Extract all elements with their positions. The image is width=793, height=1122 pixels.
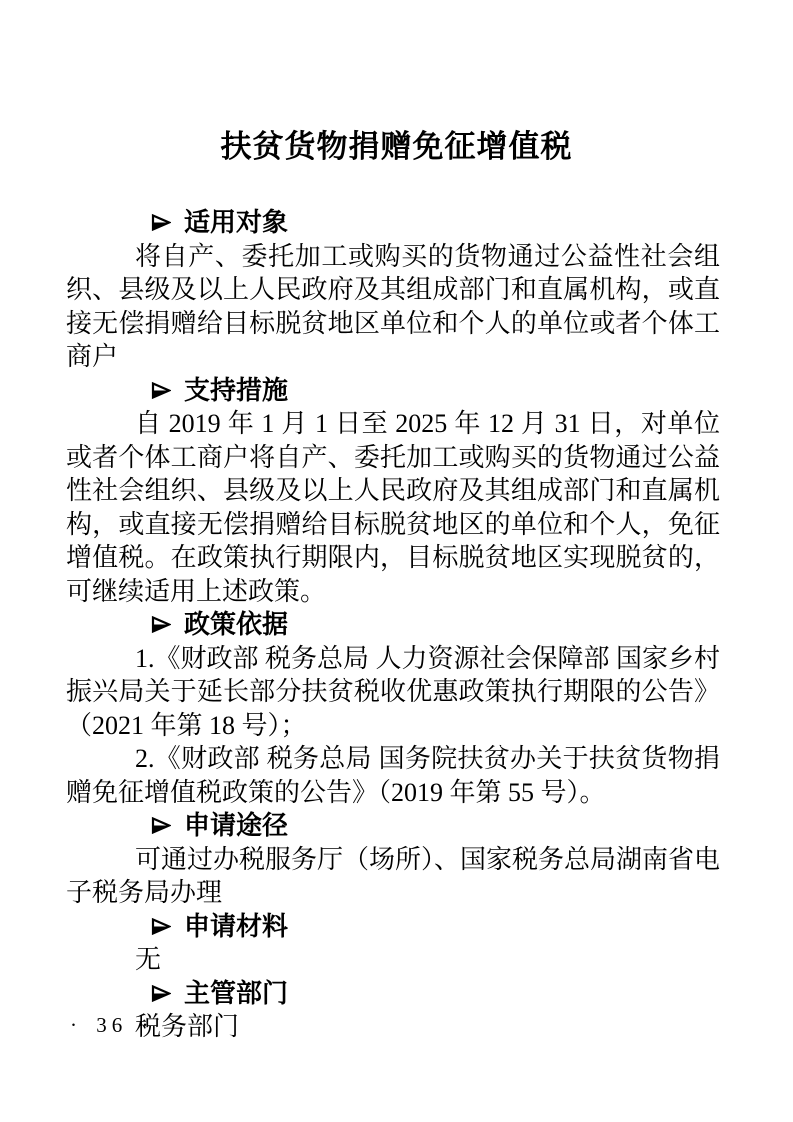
arrowhead-right-icon [150, 380, 171, 401]
body-paragraph: 2.《财政部 税务总局 国务院扶贫办关于扶贫货物捐赠免征增值税政策的公告》（2019 年第 55 号）。 [66, 744, 720, 807]
arrowhead-right-icon [150, 916, 171, 937]
arrowhead-right-icon [150, 614, 171, 635]
section-heading-label: 适用对象 [184, 207, 289, 237]
section-heading [66, 910, 720, 944]
section-heading-label: 支持措施 [184, 374, 289, 405]
section-heading [66, 374, 720, 408]
section-heading-label: 申请途径 [184, 810, 289, 840]
page-number: · 36 · [70, 1013, 154, 1037]
section-heading [66, 608, 720, 642]
document-body [66, 206, 720, 1044]
arrowhead-right-icon [150, 212, 171, 233]
section-heading-label: 主管部门 [184, 977, 289, 1008]
section-heading-label: 政策依据 [184, 609, 289, 639]
section-heading [66, 977, 720, 1011]
body-paragraph: 将自产、委托加工或购买的货物通过公益性社会组织、县级及以上人民政府及其组成部门和直属机构，或直接无偿捐赠给目标脱贫地区单位和个人的单位或者个体工商户 [66, 241, 720, 371]
body-paragraph: 1.《财政部 税务总局 人力资源社会保障部 国家乡村振兴局关于延长部分扶贫税收优惠政策执行期限的公告》（2021 年第 18 号）； [66, 643, 721, 740]
body-paragraph: 自 2019 年 1 月 1 日至 2025 年 12 月 31 日，对单位或者个体工商户将自产、委托加工或购买的货物通过公益性社会组织、县级及以上人民政府及其组成部门和直属机构，或直接无偿捐赠给目标脱贫地区的单位和个人，免征增值税。在政策执行期限内，目标脱贫地区实现脱贫的，可继续适用上述政策。 [66, 409, 720, 606]
arrowhead-right-icon [150, 983, 171, 1004]
body-paragraph: 税务部门 [135, 1012, 240, 1041]
page-title: 扶贫货物捐赠免征增值税 [220, 129, 573, 164]
section-heading-label: 申请材料 [184, 910, 289, 941]
body-paragraph: 可通过办税服务厅（场所）、国家税务总局湖南省电子税务局办理 [66, 844, 721, 907]
section-heading [66, 206, 720, 240]
arrowhead-right-icon [150, 815, 171, 836]
section-heading [66, 809, 720, 843]
body-paragraph: 无 [135, 945, 162, 974]
